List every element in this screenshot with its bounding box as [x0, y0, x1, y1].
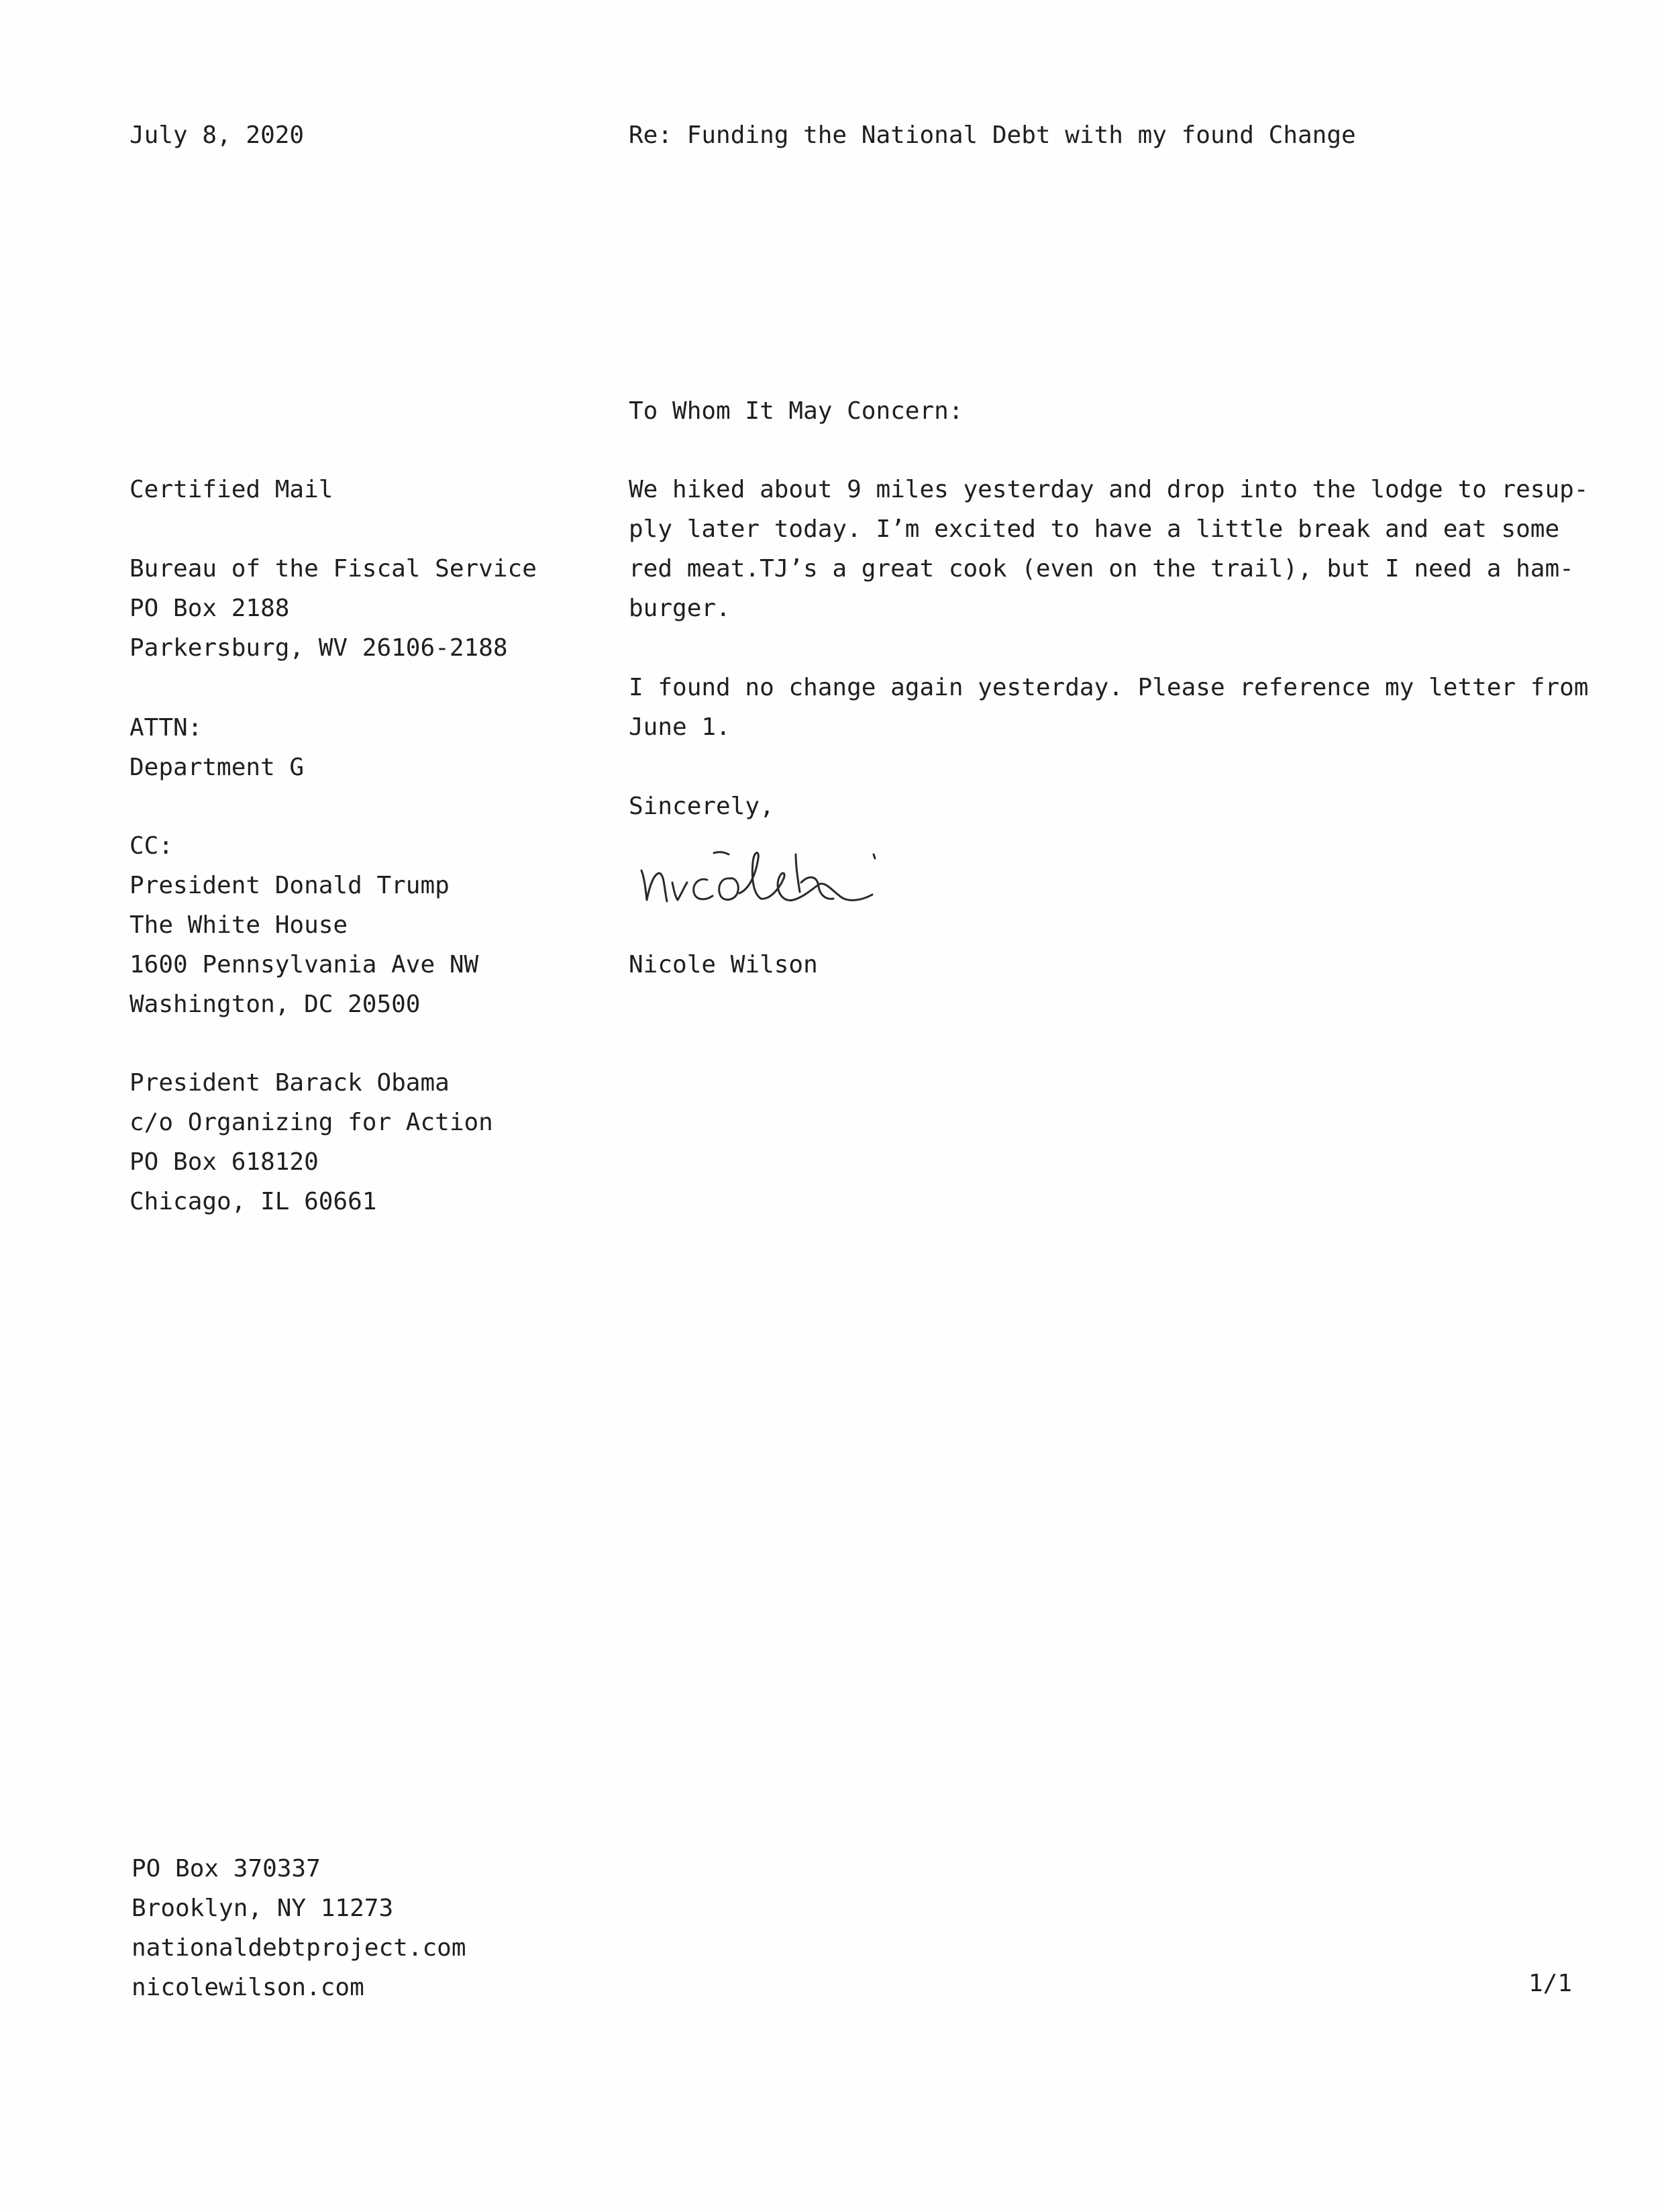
return-address-line: Brooklyn, NY 11273 — [132, 1895, 394, 1922]
cc-line: The White House — [129, 911, 348, 939]
cc-line: President Barack Obama — [129, 1069, 450, 1097]
body-line: We hiked about 9 miles yesterday and drop into the lodge to resup- — [629, 476, 1589, 503]
body-line: burger. — [629, 595, 731, 622]
page-number: 1/1 — [1528, 1970, 1572, 1997]
cc-block — [129, 826, 478, 1024]
return-address-line: PO Box 370337 — [132, 1855, 321, 1882]
attn-label: ATTN: — [129, 714, 203, 742]
return-address-line: nicolewilson.com — [132, 1974, 364, 2001]
cc-line: President Donald Trump — [129, 872, 450, 899]
body-paragraph-2 — [629, 668, 1588, 747]
body-line: red meat.TJ’s a great cook (even on the trail), but I need a ham- — [629, 555, 1574, 583]
cc-block-2 — [129, 1063, 493, 1221]
body-line: ply later today. I’m excited to have a little break and eat some — [629, 515, 1560, 543]
cc-line: 1600 Pennsylvania Ave NW — [129, 951, 479, 978]
address-line: Bureau of the Fiscal Service — [129, 555, 537, 583]
return-address — [132, 1849, 466, 2007]
letter-date: July 8, 2020 — [129, 121, 305, 149]
cc-line: PO Box 618120 — [129, 1148, 319, 1176]
primary-address — [129, 549, 537, 668]
signer-name: Nicole Wilson — [629, 951, 818, 978]
address-line: PO Box 2188 — [129, 595, 290, 622]
closing: Sincerely, — [629, 793, 774, 820]
signature-image — [637, 836, 986, 916]
salutation: To Whom It May Concern: — [629, 397, 964, 425]
address-line: Parkersburg, WV 26106-2188 — [129, 634, 508, 662]
cc-line: c/o Organizing for Action — [129, 1109, 493, 1136]
attn-block — [129, 708, 304, 787]
cc-label: CC: — [129, 832, 174, 860]
attn-department: Department G — [129, 754, 305, 781]
return-address-line: nationaldebtproject.com — [132, 1934, 466, 1962]
body-line: I found no change again yesterday. Please reference my letter from — [629, 674, 1589, 701]
body-line: June 1. — [629, 713, 731, 741]
letter-subject: Re: Funding the National Debt with my found Change — [629, 121, 1356, 149]
delivery-method: Certified Mail — [129, 476, 333, 503]
body-paragraph-1 — [629, 470, 1588, 628]
cc-line: Washington, DC 20500 — [129, 991, 421, 1018]
cc-line: Chicago, IL 60661 — [129, 1188, 377, 1215]
